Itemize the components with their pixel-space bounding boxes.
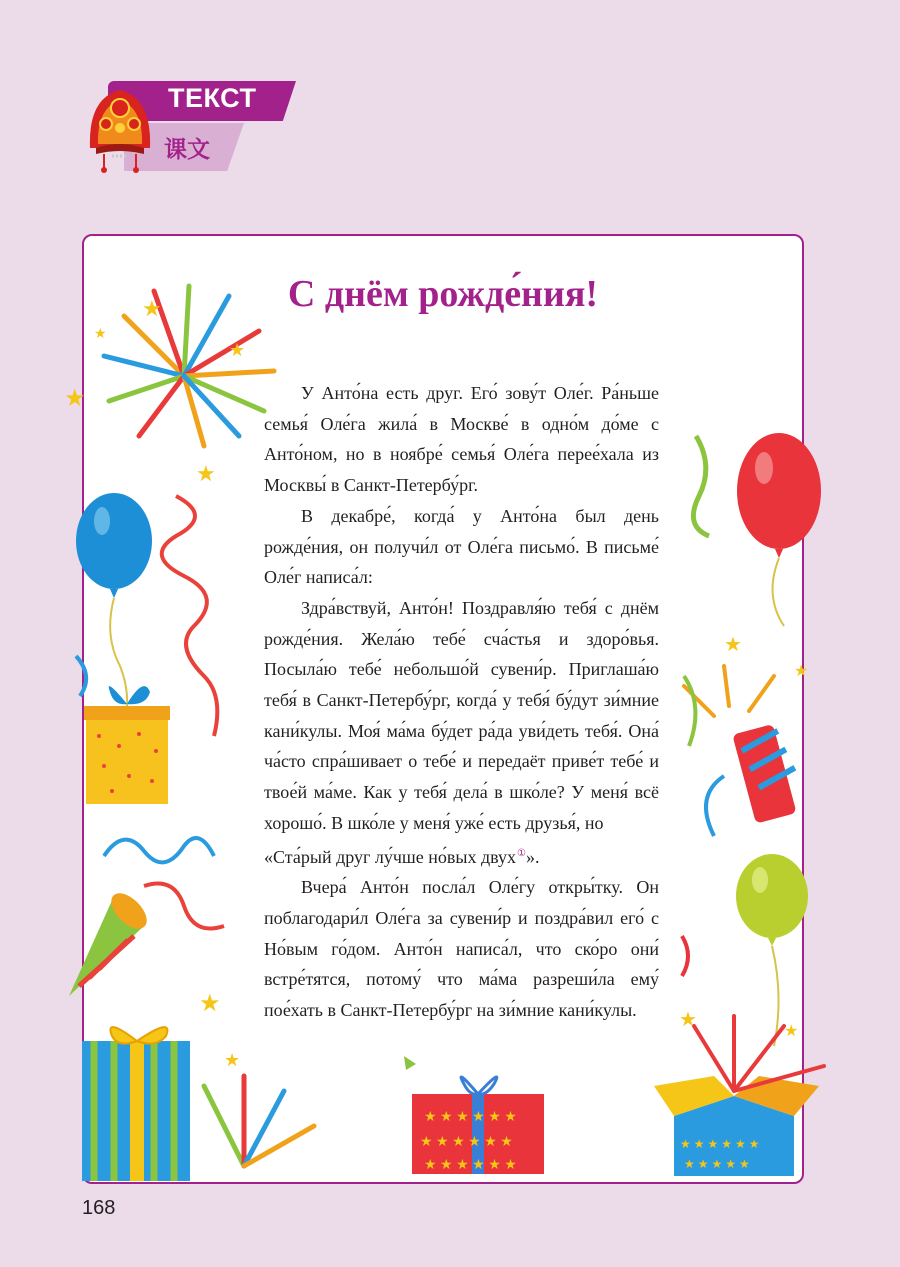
page-title: С днём рожде́ния! xyxy=(287,273,599,315)
svg-text:★: ★ xyxy=(199,991,221,1017)
section-label-ru: ТЕКСТ xyxy=(168,83,257,113)
party-decorations xyxy=(64,236,809,1182)
svg-text:★ ★ ★ ★ ★ ★: ★ ★ ★ ★ ★ ★ xyxy=(424,1158,517,1173)
paragraph: В декабре́, когда́ у Анто́на был день рожде́ния, он получи́л от Оле́га письмо́. В письме́ Оле́г написа́л: xyxy=(264,505,659,588)
text-card xyxy=(64,234,809,1184)
proverb-end: ». xyxy=(526,846,540,867)
page-number: 168 xyxy=(82,1197,116,1219)
footnote-marker[interactable]: ① xyxy=(517,847,526,859)
svg-text:★: ★ xyxy=(224,1050,241,1070)
paragraph: Здра́вствуй, Анто́н! Поздравля́ю тебя́ с днём рожде́ния. Жела́ю тебе́ сча́стья и здоро́вья. Посыла́ю тебе́ небольшо́й сувени́р. Приглаша́ю тебя́ в Санкт-Петербу́рг, когда́ у тебя́ бу́дут зи́мние кани́кулы. Моя́ ма́ма бу́дет ра́да уви́деть тебя́. Она́ ча́сто спра́шивает о тебе́ и передаёт приве́т тебе́ и твое́й ма́ме. Как у тебя́ дела́ в шко́ле? У меня́ всё хорошо́. В шко́ле у меня́ уже́ есть друзья́, но xyxy=(264,597,659,833)
paragraph: У Анто́на есть друг. Его́ зову́т Оле́г. Ра́ньше семья́ Оле́га жила́ в Москве́ в одно́м до́ме с Анто́ном, но в ноябре́ семья́ Оле́га перее́хала из Москвы́ в Санкт-Петербу́рг. xyxy=(264,383,659,496)
svg-text:★ ★ ★ ★ ★: ★ ★ ★ ★ ★ xyxy=(684,1157,750,1171)
svg-text:★: ★ xyxy=(724,634,742,656)
svg-text:★ ★ ★ ★ ★ ★: ★ ★ ★ ★ ★ ★ xyxy=(424,1110,517,1125)
svg-text:★: ★ xyxy=(784,1023,799,1040)
red-balloon-icon xyxy=(737,433,821,626)
fireworks-icon xyxy=(104,286,274,446)
svg-text:★: ★ xyxy=(229,340,246,360)
party-popper-icon xyxy=(69,838,224,996)
green-balloon-icon xyxy=(736,854,808,1046)
svg-text:★: ★ xyxy=(142,296,162,321)
svg-text:★: ★ xyxy=(794,663,809,680)
proverb: «Ста́рый друг лу́чше но́вых двух xyxy=(264,846,517,867)
svg-text:★: ★ xyxy=(94,327,107,342)
kokoshnik-icon xyxy=(78,78,168,178)
section-label-cn: 课文 xyxy=(164,137,210,163)
svg-text:★ ★ ★ ★ ★ ★: ★ ★ ★ ★ ★ ★ xyxy=(420,1135,513,1150)
red-gift-icon xyxy=(412,1077,544,1174)
svg-text:★: ★ xyxy=(196,461,216,486)
section-tag xyxy=(78,78,308,188)
striped-gift-icon xyxy=(82,1027,190,1181)
firecracker-icon xyxy=(684,666,797,824)
open-gift-box-icon xyxy=(654,1016,824,1176)
svg-text:★ ★ ★ ★ ★ ★: ★ ★ ★ ★ ★ ★ xyxy=(680,1137,760,1151)
svg-text:★: ★ xyxy=(64,386,86,412)
svg-text:★: ★ xyxy=(679,1009,697,1031)
paragraph: Вчера́ Анто́н посла́л Оле́гу откры́тку. Он поблагодари́л Оле́га за сувени́р и поздра́вил его́ с Но́вым го́дом. Анто́н написа́л, что ско́ро они́ встре́тятся, потому́ что ма́ма разреши́ла ему́ пое́хать в Санкт-Петербу́рг на зи́мние кани́кулы. xyxy=(264,877,659,1021)
